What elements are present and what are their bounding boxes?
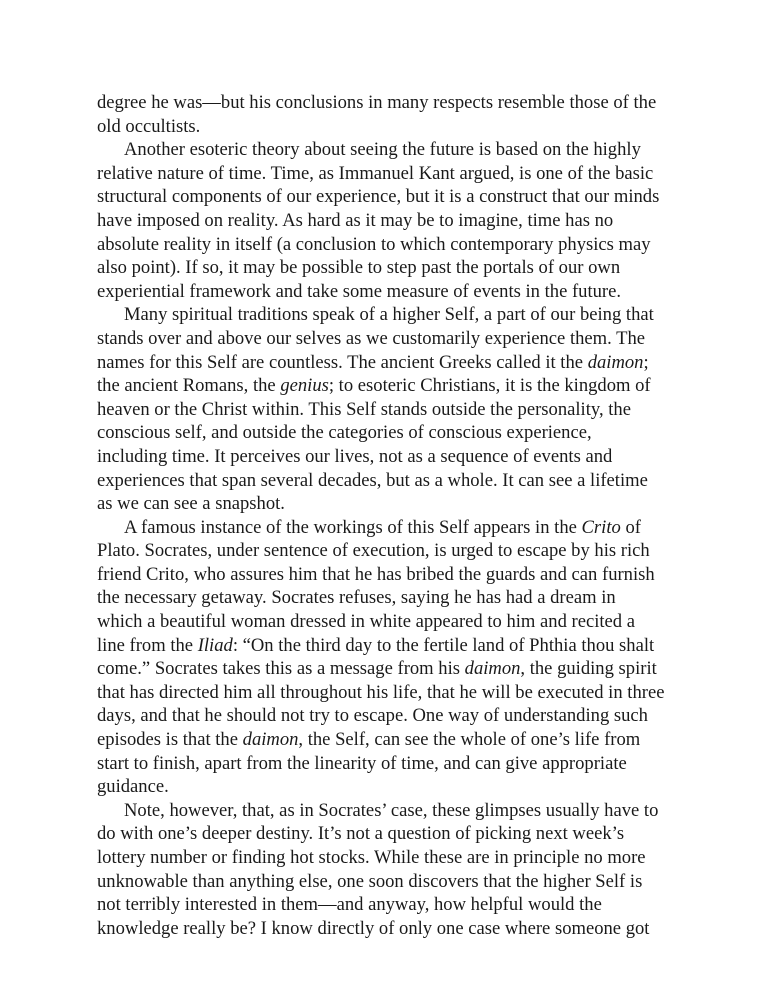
text-run: , the guiding spirit (520, 658, 657, 680)
text-line (97, 303, 687, 327)
text-run: friend Crito, who assures him that he has bribed the guards and can furnish (97, 563, 655, 585)
text-run: ; (643, 351, 649, 373)
text-line (97, 516, 687, 540)
text-line (97, 704, 687, 728)
text-line (97, 327, 687, 351)
text-run: lottery number or finding hot stocks. While these are in principle no more (97, 847, 646, 868)
text-line (97, 799, 687, 823)
text-line (97, 185, 687, 209)
text-run: days, and that he should not try to escape. One way of understanding such (97, 705, 648, 727)
text-run: A famous instance of the workings of this Self appears in the (124, 516, 582, 538)
text-line (97, 539, 687, 563)
text-run: episodes is that the (97, 729, 243, 751)
text-run: have imposed on reality. As hard as it may be to imagine, time has no (97, 209, 614, 231)
text-run: the necessary getaway. Socrates refuses, saying he has had a dream in (97, 587, 616, 609)
text-line (97, 280, 687, 304)
text-line (97, 657, 687, 681)
text-line (97, 115, 687, 139)
italic-term: daimon (242, 729, 299, 751)
text-run: heaven or the Christ within. This Self stands outside the personality, the (97, 398, 631, 420)
text-run: experiential framework and take some measure of events in the future. (97, 280, 622, 302)
paragraph (97, 303, 687, 515)
text-line (97, 256, 687, 280)
text-run: start to finish, apart from the linearity of time, and can give appropriate (97, 752, 627, 774)
text-line (97, 374, 687, 398)
text-run: degree he was—but his conclusions in many respects resemble those of the (97, 92, 657, 113)
text-run: which a beautiful woman dressed in white appeared to him and recited a (97, 611, 635, 633)
text-run: names for this Self are countless. The ancient Greeks called it the (97, 351, 588, 373)
text-line (97, 138, 687, 162)
text-run: stands over and above our selves as we customarily experience them. The (97, 327, 645, 349)
text-line (97, 398, 687, 422)
text-run: absolute reality in itself (a conclusion to which contemporary physics may (97, 233, 651, 255)
text-line (97, 586, 687, 610)
text-run: Many spiritual traditions speak of a higher Self, a part of our being that (124, 304, 654, 326)
text-line (97, 634, 687, 658)
text-run: of (620, 516, 641, 538)
text-line (97, 870, 687, 894)
text-run: do with one’s deeper destiny. It’s not a question of picking next week’s (97, 823, 625, 845)
text-line (97, 162, 687, 186)
text-line (97, 893, 687, 917)
italic-term: daimon (464, 658, 521, 680)
text-line (97, 563, 687, 587)
text-run: not terribly interested in them—and anyway, how helpful would the (97, 894, 602, 916)
text-line (97, 681, 687, 705)
text-line (97, 421, 687, 445)
text-run: the ancient Romans, the (97, 375, 281, 397)
text-run: come.” Socrates takes this as a message from his (97, 658, 465, 680)
text-line (97, 917, 687, 941)
text-run: including time. It perceives our lives, not as a sequence of events and (97, 445, 613, 467)
text-line (97, 846, 687, 870)
text-line (97, 209, 687, 233)
text-run: knowledge really be? I know directly of only one case where someone got (97, 917, 650, 939)
text-run: guidance. (97, 776, 169, 798)
text-run: ; to esoteric Christians, it is the kingdom of (328, 375, 651, 397)
text-line (97, 492, 687, 516)
text-line (97, 775, 687, 799)
text-run: line from the (97, 634, 198, 656)
text-line (97, 445, 687, 469)
text-line (97, 351, 687, 375)
italic-term: genius (280, 375, 329, 397)
italic-term: Iliad (197, 634, 233, 656)
text-run: Note, however, that, as in Socrates’ case, these glimpses usually have to (124, 799, 659, 821)
paragraph (97, 516, 687, 799)
text-run: experiences that span several decades, but as a whole. It can see a lifetime (97, 469, 648, 491)
text-run: : “On the third day to the fertile land of Phthia thou shalt (232, 634, 655, 656)
text-line (97, 469, 687, 493)
text-line (97, 610, 687, 634)
text-run: conscious self, and outside the categories of conscious experience, (97, 422, 592, 444)
page-body (97, 91, 687, 940)
text-line (97, 822, 687, 846)
text-run: that has directed him all throughout his life, that he will be executed in three (97, 681, 665, 703)
text-line (97, 233, 687, 257)
text-line (97, 91, 687, 115)
paragraph (97, 138, 687, 303)
text-run: as we can see a snapshot. (97, 493, 285, 515)
text-line (97, 728, 687, 752)
text-run: , the Self, can see the whole of one’s life from (298, 729, 641, 751)
italic-term: Crito (581, 516, 621, 538)
paragraph (97, 799, 687, 941)
text-run: relative nature of time. Time, as Immanuel Kant argued, is one of the basic (97, 162, 654, 184)
text-run: Another esoteric theory about seeing the future is based on the highly (124, 139, 641, 161)
text-run: also point). If so, it may be possible to step past the portals of our own (97, 257, 621, 279)
text-run: Plato. Socrates, under sentence of execution, is urged to escape by his rich (97, 540, 650, 562)
text-run: unknowable than anything else, one soon discovers that the higher Self is (97, 870, 643, 892)
italic-term: daimon (587, 351, 644, 373)
text-line (97, 752, 687, 776)
text-run: old occultists. (97, 115, 201, 137)
paragraph (97, 91, 687, 138)
text-run: structural components of our experience, but it is a construct that our minds (97, 186, 660, 208)
